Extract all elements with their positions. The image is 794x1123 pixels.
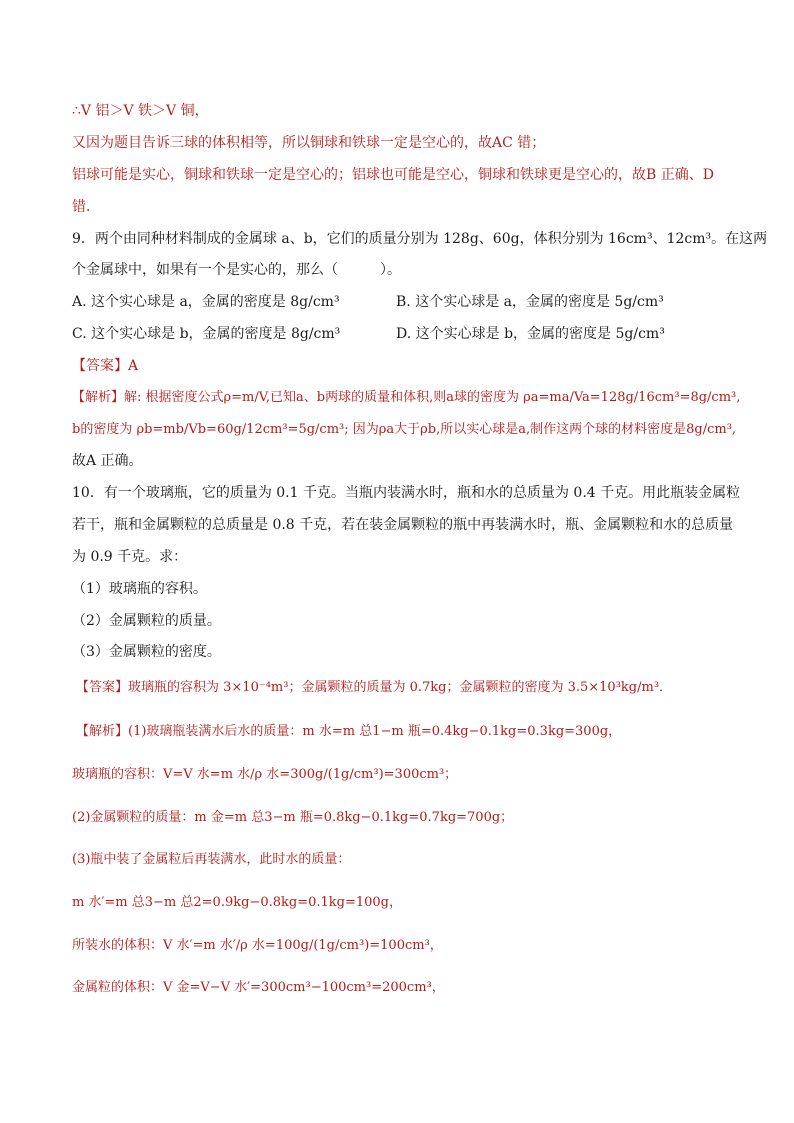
question-10-analysis: 所装水的体积：V 水′=m 水′/ρ 水=100g/(1g/cm³)=100cm³，: [72, 938, 443, 953]
question-10-sub-3: （3）金属颗粒的密度。: [72, 644, 221, 660]
question-10-sub-1: （1）玻璃瓶的容积。: [72, 581, 207, 597]
question-9-answer: 【答案】A: [72, 358, 139, 374]
question-9-analysis: b的密度为 ρb=mb/Vb=60g/12cm³=5g/cm³; 因为ρa大于ρb,所以实心球是a,制作这两个球的材料密度是8g/cm³,: [72, 422, 737, 437]
analysis-line: 错．: [72, 199, 100, 215]
question-9-stem: 9．两个由同种材料制成的金属球 a、b，它们的质量分别为 128g、60g，体积分别为 16cm³、12cm³。在这两: [72, 231, 768, 247]
question-10-analysis: (3)瓶中装了金属粒后再装满水，此时水的质量：: [72, 852, 351, 867]
question-9-option-c: C. 这个实心球是 b，金属的密度是 8g/cm³: [72, 326, 341, 342]
conclusion-volume-order: ∴V 铝＞V 铁＞V 铜，: [72, 103, 209, 119]
question-10-analysis: 玻璃瓶的容积：V=V 水=m 水/ρ 水=300g/(1g/cm³)=300cm³；: [72, 767, 458, 782]
question-9-analysis: 故A 正确。: [72, 453, 143, 469]
analysis-line: 铝球可能是实心，铜球和铁球一定是空心的；铝球也可能是空心，铜球和铁球更是空心的，故B 正确、D: [72, 167, 714, 183]
question-10-answer: 【答案】玻璃瓶的容积为 3×10⁻⁴m³；金属颗粒的质量为 0.7kg；金属颗粒的密度为 3.5×10³kg/m³．: [76, 680, 673, 695]
question-10-analysis: 【解析】(1)玻璃瓶装满水后水的质量：m 水=m 总1−m 瓶=0.4kg−0.1kg=0.3kg=300g，: [76, 724, 622, 739]
question-10-sub-2: （2）金属颗粒的质量。: [72, 613, 221, 629]
analysis-line: 又因为题目告诉三球的体积相等，所以铜球和铁球一定是空心的，故AC 错；: [72, 135, 546, 151]
question-10-stem: 10．有一个玻璃瓶，它的质量为 0.1 千克。当瓶内装满水时，瓶和水的总质量为 0.4 千克。用此瓶装金属粒: [72, 485, 741, 501]
question-9-analysis: 【解析】解: 根据密度公式ρ=m/V,已知a、b两球的质量和体积,则a球的密度为 ρa=ma/Va=128g/16cm³=8g/cm³,: [72, 390, 741, 405]
question-10-analysis: m 水′=m 总3−m 总2=0.9kg−0.8kg=0.1kg=100g，: [72, 895, 402, 910]
question-9-option-a: A. 这个实心球是 a，金属的密度是 8g/cm³: [72, 294, 340, 310]
question-9-option-d: D. 这个实心球是 b，金属的密度是 5g/cm³: [396, 326, 665, 342]
question-10-analysis: (2)金属颗粒的质量：m 金=m 总3−m 瓶=0.8kg−0.1kg=0.7kg=700g；: [72, 810, 514, 825]
question-9-stem: 个金属球中，如果有一个是实心的，那么（ ）。: [72, 262, 401, 278]
question-9-option-b: B. 这个实心球是 a，金属的密度是 5g/cm³: [396, 294, 664, 310]
question-10-stem: 若干，瓶和金属颗粒的总质量是 0.8 千克，若在装金属颗粒的瓶中再装满水时，瓶、金属颗粒和水的总质量: [72, 517, 734, 533]
question-10-stem: 为 0.9 千克。求：: [72, 549, 188, 565]
question-10-analysis: 金属粒的体积：V 金=V−V 水′=300cm³−100cm³=200cm³，: [72, 980, 445, 995]
